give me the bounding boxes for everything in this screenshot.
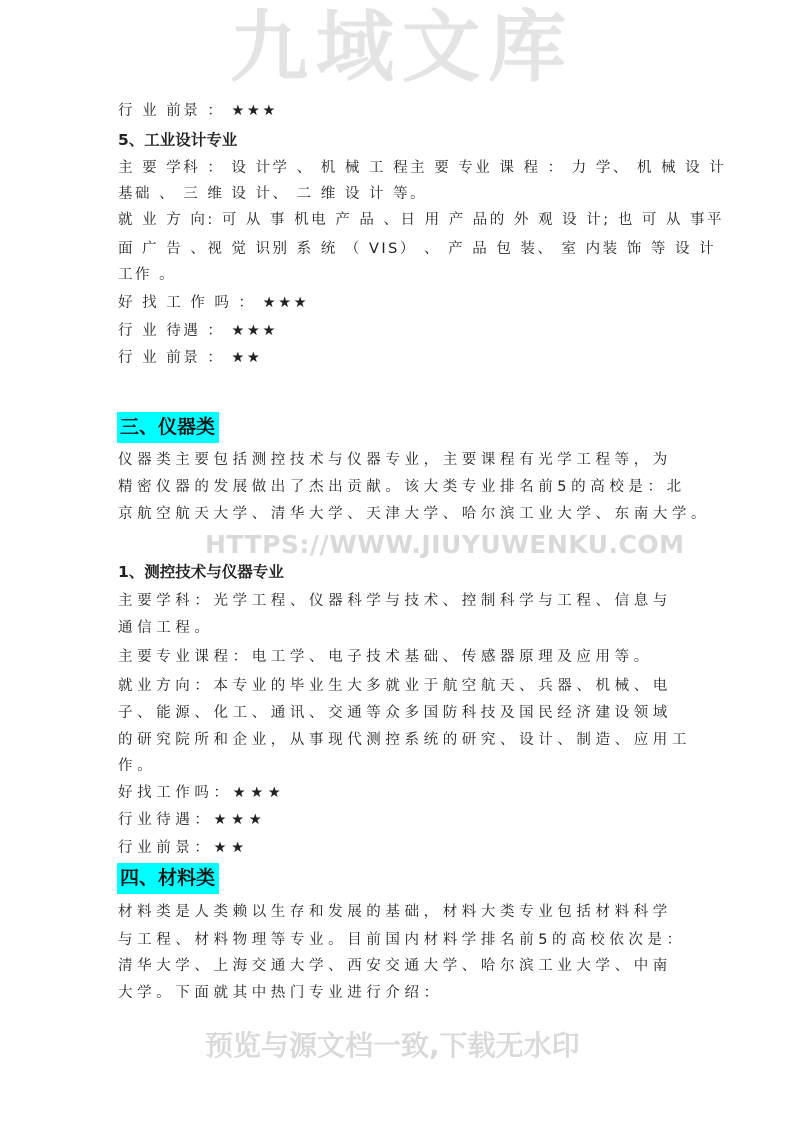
major-title: 5、工业设计专业 bbox=[118, 131, 238, 149]
body-line: 子、能源、化工、通讯、交通等众多国防科技及国民经济建设领域 bbox=[118, 705, 672, 721]
body-line: 大学。下面就其中热门专业进行介绍： bbox=[118, 985, 443, 1001]
body-line: 主要专业课程：电工学、电子技术基础、传感器原理及应用等。 bbox=[118, 649, 653, 665]
body-line: 精密仪器的发展做出了杰出贡献。该大类专业排名前5的高校是：北 bbox=[118, 479, 686, 495]
watermark-note: 预览与源文档一致,下载无水印 bbox=[205, 1029, 580, 1062]
rating-job: 好找工作吗：★★★ bbox=[118, 785, 286, 801]
rating-prospect: 行业前景：★★ bbox=[118, 840, 249, 856]
body-line: 就业方向：本专业的毕业生大多就业于航空航天、兵器、机械、电 bbox=[118, 678, 672, 694]
body-line: 面 广 告 、视 觉 识别 系 统 （ VIS） 、 产 品 包 装、 室 内装 饰 等 设 计 bbox=[118, 241, 717, 257]
rating-pay: 行业待遇：★★★ bbox=[118, 812, 267, 828]
body-line: 就 业 方 向: 可 从 事 机电 产 品 、日 用 产 品的 外 观 设 计; 也 可 从 事平 bbox=[118, 212, 725, 228]
body-line: 与工程、材料物理等专业。目前国内材料学排名前5的高校依次是： bbox=[118, 932, 686, 948]
body-line: 工作 。 bbox=[118, 267, 177, 283]
major-title: 1、测控技术与仪器专业 bbox=[118, 563, 284, 581]
watermark-url: HTTPS://WWW.JIUYUWENKU.COM bbox=[205, 530, 685, 559]
body-line: 通信工程。 bbox=[118, 620, 214, 636]
section-heading: 三、仪器类 bbox=[117, 412, 219, 443]
rating-prospect: 行 业 前景 ： ★★ bbox=[118, 350, 263, 366]
body-line: 主要学科：光学工程、仪器科学与技术、控制科学与工程、信息与 bbox=[118, 593, 672, 609]
body-line: 主 要 学科 ： 设 计学 、 机 械 工 程主 要 专业 课 程 ： 力 学、 机 械 设 计 bbox=[118, 160, 727, 176]
body-line: 作。 bbox=[118, 758, 157, 774]
body-line: 的研究院所和企业，从事现代测控系统的研究、设计、制造、应用工 bbox=[118, 732, 691, 748]
body-line: 材料类是人类赖以生存和发展的基础，材料大类专业包括材料科学 bbox=[118, 904, 672, 920]
rating-pay: 行 业 待遇 ： ★★★ bbox=[118, 323, 278, 339]
body-line: 基础 、 三 维 设 计、 二 维 设 计 等。 bbox=[118, 186, 428, 202]
body-line: 清华大学、上海交通大学、西安交通大学、哈尔滨工业大学、中南 bbox=[118, 958, 672, 974]
watermark-logo: 九域文库 bbox=[230, 3, 575, 93]
body-line: 仪器类主要包括测控技术与仪器专业，主要课程有光学工程等，为 bbox=[118, 452, 672, 468]
section-heading: 四、材料类 bbox=[117, 863, 219, 894]
rating-job: 好 找 工 作 吗 ： ★★★ bbox=[118, 295, 310, 311]
rating-prospect: 行 业 前景 ： ★★★ bbox=[118, 103, 278, 119]
body-line: 京航空航天大学、清华大学、天津大学、哈尔滨工业大学、东南大学。 bbox=[118, 506, 711, 522]
